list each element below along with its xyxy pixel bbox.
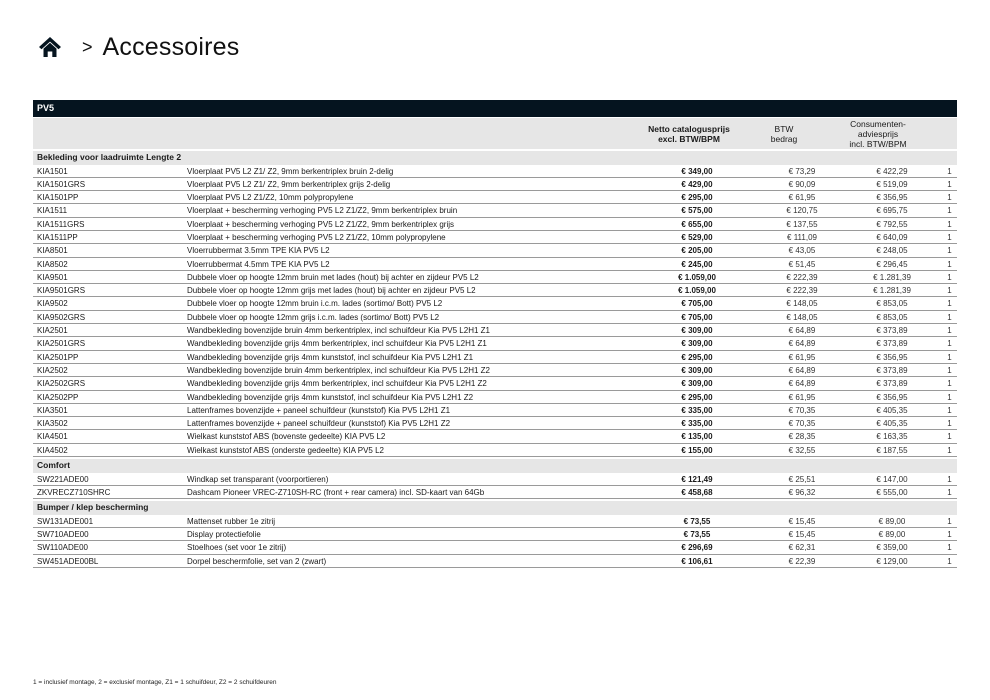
- btw-amount: € 222,39: [786, 272, 818, 282]
- btw-amount: € 64,89: [788, 365, 816, 375]
- description: Stoelhoes (set voor 1e zitrij): [187, 543, 287, 553]
- article-code: KIA8501: [37, 246, 68, 256]
- btw-amount: € 51,45: [788, 259, 816, 269]
- description: Wandbekleding bovenzijde grijs 4mm berkentriplex, incl schuifdeur Kia PV5 L2H1 Z2: [187, 379, 487, 389]
- montage-code: 1: [947, 326, 952, 336]
- montage-code: 1: [947, 339, 952, 349]
- btw-amount: € 73,29: [788, 166, 816, 176]
- montage-code: 1: [947, 166, 952, 176]
- page-title: Accessoires: [102, 32, 240, 61]
- btw-amount: € 148,05: [786, 299, 818, 309]
- montage-code: 1: [947, 379, 952, 389]
- consumer-price: € 373,89: [876, 379, 908, 389]
- cons-header-line1: Consumenten-: [850, 119, 906, 129]
- btw-amount: € 70,35: [788, 405, 816, 415]
- description: Lattenframes bovenzijde + paneel schuifdeur (kunststof) Kia PV5 L2H1 Z2: [187, 419, 451, 429]
- article-code: ZKVRECZ710SHRC: [37, 487, 111, 497]
- netto-price: € 106,61: [681, 556, 713, 566]
- table-row: [33, 555, 957, 568]
- btw-amount: € 25,51: [788, 474, 816, 484]
- montage-code: 1: [947, 392, 952, 402]
- article-code: KIA2501: [37, 326, 68, 336]
- column-header-btw: [739, 124, 829, 144]
- description: Mattenset rubber 1e zitrij: [187, 516, 276, 526]
- cons-header-line3: incl. BTW/BPM: [849, 139, 907, 149]
- table-row: [33, 391, 957, 404]
- btw-amount: € 222,39: [786, 286, 818, 296]
- btw-amount: € 61,95: [788, 352, 816, 362]
- netto-price: € 295,00: [681, 193, 713, 203]
- consumer-price: € 853,05: [876, 312, 908, 322]
- breadcrumb: [38, 30, 239, 64]
- btw-amount: € 62,31: [788, 543, 816, 553]
- montage-code: 1: [947, 232, 952, 242]
- consumer-price: € 792,55: [876, 219, 908, 229]
- netto-price: € 121,49: [681, 474, 713, 484]
- btw-amount: € 32,55: [788, 445, 816, 455]
- description: Vloerplaat + bescherming verhoging PV5 L2 Z1/Z2, 9mm berkentriplex bruin: [187, 206, 458, 216]
- description: Vloerplaat PV5 L2 Z1/ Z2, 9mm berkentriplex bruin 2-delig: [187, 166, 394, 176]
- article-code: KIA9502: [37, 299, 68, 309]
- consumer-price: € 422,29: [876, 166, 908, 176]
- description: Dorpel beschermfolie, set van 2 (zwart): [187, 556, 327, 566]
- btw-header-line1: BTW: [774, 124, 794, 134]
- table-row: [33, 364, 957, 377]
- description: Wielkast kunststof ABS (bovenste gedeelte) KIA PV5 L2: [187, 432, 386, 442]
- description: Dubbele vloer op hoogte 12mm grijs met lades (hout) bij achter en zijdeur PV5 L2: [187, 286, 476, 296]
- description: Lattenframes bovenzijde + paneel schuifdeur (kunststof) Kia PV5 L2H1 Z1: [187, 405, 451, 415]
- article-code: KIA2502PP: [37, 392, 79, 402]
- table-row: [33, 244, 957, 257]
- netto-price: € 135,00: [681, 432, 713, 442]
- description: Dubbele vloer op hoogte 12mm bruin met lades (hout) bij achter en zijdeur PV5 L2: [187, 272, 479, 282]
- netto-price: € 705,00: [681, 299, 713, 309]
- group-header: Bekleding voor laadruimte Lengte 2: [33, 151, 957, 165]
- table-body: [33, 151, 957, 568]
- article-code: KIA2501GRS: [37, 339, 86, 349]
- btw-amount: € 64,89: [788, 339, 816, 349]
- consumer-price: € 356,95: [876, 392, 908, 402]
- btw-amount: € 70,35: [788, 419, 816, 429]
- article-code: SW221ADE00: [37, 474, 89, 484]
- table-row: [33, 541, 957, 554]
- montage-code: 1: [947, 516, 952, 526]
- consumer-price: € 89,00: [878, 529, 906, 539]
- consumer-price: € 405,35: [876, 419, 908, 429]
- montage-code: 1: [947, 352, 952, 362]
- description: Vloerplaat + bescherming verhoging PV5 L2 Z1/Z2, 10mm polypropylene: [187, 232, 446, 242]
- article-code: KIA1511: [37, 206, 68, 216]
- montage-code: 1: [947, 556, 952, 566]
- montage-code: 1: [947, 193, 952, 203]
- netto-price: € 1.059,00: [678, 272, 716, 282]
- btw-amount: € 15,45: [788, 516, 816, 526]
- consumer-price: € 373,89: [876, 326, 908, 336]
- description: Vloerplaat PV5 L2 Z1/ Z2, 9mm berkentriplex grijs 2-delig: [187, 179, 391, 189]
- table-row: [33, 404, 957, 417]
- consumer-price: € 359,00: [876, 543, 908, 553]
- netto-price: € 655,00: [681, 219, 713, 229]
- article-code: KIA1511PP: [37, 232, 78, 242]
- breadcrumb-separator: >: [82, 36, 93, 57]
- netto-header-line1: Netto catalogusprijs: [648, 124, 730, 134]
- article-code: KIA1501: [37, 166, 68, 176]
- description: Vloerrubbermat 3.5mm TPE KIA PV5 L2: [187, 246, 330, 256]
- netto-price: € 705,00: [681, 312, 713, 322]
- netto-price: € 295,00: [681, 352, 713, 362]
- table-row: [33, 351, 957, 364]
- article-code: SW110ADE00: [37, 543, 88, 553]
- model-header: PV5: [33, 100, 957, 117]
- btw-header-line2: bedrag: [770, 134, 798, 144]
- description: Wandbekleding bovenzijde bruin 4mm berkentriplex, incl schuifdeur Kia PV5 L2H1 Z1: [187, 326, 490, 336]
- table-row: [33, 515, 957, 528]
- montage-code: 1: [947, 419, 952, 429]
- consumer-price: € 695,75: [876, 206, 908, 216]
- consumer-price: € 89,00: [878, 516, 906, 526]
- montage-code: 1: [947, 246, 952, 256]
- group-header: Comfort: [33, 459, 957, 473]
- netto-price: € 73,55: [683, 516, 711, 526]
- table-row: [33, 528, 957, 541]
- description: Vloerplaat + bescherming verhoging PV5 L2 Z1/Z2, 9mm berkentriplex grijs: [187, 219, 455, 229]
- consumer-price: € 248,05: [876, 246, 908, 256]
- consumer-price: € 296,45: [876, 259, 908, 269]
- netto-price: € 335,00: [681, 405, 713, 415]
- consumer-price: € 405,35: [876, 405, 908, 415]
- cons-header-line2: adviesprijs: [857, 129, 899, 139]
- montage-code: 1: [947, 474, 952, 484]
- table-row: [33, 218, 957, 231]
- table-row: [33, 417, 957, 430]
- montage-code: 1: [947, 259, 952, 269]
- description: Wandbekleding bovenzijde bruin 4mm berkentriplex, incl schuifdeur Kia PV5 L2H1 Z2: [187, 365, 490, 375]
- netto-price: € 309,00: [681, 339, 713, 349]
- btw-amount: € 28,35: [788, 432, 816, 442]
- footnote: 1 = inclusief montage, 2 = exclusief montage, Z1 = 1 schuifdeur, Z2 = 2 schuifdeuren: [33, 679, 277, 686]
- consumer-price: € 163,35: [876, 432, 908, 442]
- montage-code: 1: [947, 405, 952, 415]
- montage-code: 1: [947, 206, 952, 216]
- article-code: KIA9502GRS: [37, 312, 86, 322]
- consumer-price: € 373,89: [876, 365, 908, 375]
- montage-code: 1: [947, 312, 952, 322]
- group-header: Bumper / klep bescherming: [33, 501, 957, 515]
- netto-price: € 73,55: [683, 529, 711, 539]
- netto-price: € 245,00: [681, 259, 713, 269]
- netto-price: € 1.059,00: [678, 286, 716, 296]
- description: Dashcam Pioneer VREC-Z710SH-RC (front + rear camera) incl. SD-kaart van 64Gb: [187, 487, 485, 497]
- description: Vloerrubbermat 4.5mm TPE KIA PV5 L2: [187, 259, 330, 269]
- article-code: SW451ADE00BL: [37, 556, 99, 566]
- btw-amount: € 61,95: [788, 193, 816, 203]
- table-row: [33, 271, 957, 284]
- table-row: [33, 165, 957, 178]
- table-row: [33, 430, 957, 443]
- netto-price: € 155,00: [681, 445, 713, 455]
- netto-price: € 458,68: [681, 487, 713, 497]
- description: Dubbele vloer op hoogte 12mm bruin i.c.m. lades (sortimo/ Bott) PV5 L2: [187, 299, 443, 309]
- table-row: [33, 284, 957, 297]
- btw-amount: € 96,32: [788, 487, 816, 497]
- netto-price: € 575,00: [681, 206, 713, 216]
- netto-price: € 429,00: [681, 179, 713, 189]
- table-row: [33, 444, 957, 457]
- consumer-price: € 147,00: [876, 474, 908, 484]
- netto-price: € 309,00: [681, 365, 713, 375]
- netto-price: € 529,00: [681, 232, 713, 242]
- article-code: KIA4501: [37, 432, 68, 442]
- home-icon[interactable]: [38, 35, 62, 59]
- montage-code: 1: [947, 272, 952, 282]
- description: Vloerplaat PV5 L2 Z1/Z2, 10mm polypropylene: [187, 193, 354, 203]
- article-code: KIA9501: [37, 272, 68, 282]
- btw-amount: € 137,55: [786, 219, 818, 229]
- btw-amount: € 120,75: [786, 206, 818, 216]
- table-row: [33, 337, 957, 350]
- article-code: KIA1501GRS: [37, 179, 86, 189]
- consumer-price: € 555,00: [876, 487, 908, 497]
- netto-header-line2: excl. BTW/BPM: [658, 134, 720, 144]
- btw-amount: € 64,89: [788, 379, 816, 389]
- table-row: [33, 324, 957, 337]
- btw-amount: € 43,05: [788, 246, 816, 256]
- consumer-price: € 1.281,39: [873, 286, 911, 296]
- consumer-price: € 640,09: [876, 232, 908, 242]
- btw-amount: € 22,39: [788, 556, 816, 566]
- article-code: KIA3502: [37, 419, 68, 429]
- table-row: [33, 204, 957, 217]
- consumer-price: € 853,05: [876, 299, 908, 309]
- table-row: [33, 473, 957, 486]
- montage-code: 1: [947, 219, 952, 229]
- consumer-price: € 129,00: [876, 556, 908, 566]
- description: Wielkast kunststof ABS (onderste gedeelte) KIA PV5 L2: [187, 445, 384, 455]
- netto-price: € 349,00: [681, 166, 713, 176]
- article-code: KIA1501PP: [37, 193, 79, 203]
- article-code: KIA3501: [37, 405, 68, 415]
- table-row: [33, 297, 957, 310]
- column-headers: [33, 118, 957, 149]
- table-row: [33, 311, 957, 324]
- netto-price: € 309,00: [681, 379, 713, 389]
- column-header-consumentenprijs: [833, 119, 923, 149]
- btw-amount: € 61,95: [788, 392, 816, 402]
- montage-code: 1: [947, 299, 952, 309]
- btw-amount: € 148,05: [786, 312, 818, 322]
- btw-amount: € 64,89: [788, 326, 816, 336]
- consumer-price: € 356,95: [876, 352, 908, 362]
- article-code: KIA2502: [37, 365, 68, 375]
- consumer-price: € 1.281,39: [873, 272, 911, 282]
- btw-amount: € 90,09: [788, 179, 816, 189]
- article-code: KIA1511GRS: [37, 219, 85, 229]
- price-table: [33, 100, 957, 568]
- article-code: KIA4502: [37, 445, 68, 455]
- column-header-netto: [629, 124, 749, 144]
- montage-code: 1: [947, 487, 952, 497]
- netto-price: € 309,00: [681, 326, 713, 336]
- montage-code: 1: [947, 179, 952, 189]
- article-code: KIA8502: [37, 259, 68, 269]
- btw-amount: € 15,45: [788, 529, 816, 539]
- description: Wandbekleding bovenzijde grijs 4mm kunststof, incl schuifdeur Kia PV5 L2H1 Z1: [187, 352, 474, 362]
- table-row: [33, 191, 957, 204]
- article-code: SW131ADE001: [37, 516, 94, 526]
- netto-price: € 295,00: [681, 392, 713, 402]
- table-row: [33, 231, 957, 244]
- consumer-price: € 519,09: [876, 179, 908, 189]
- article-code: SW710ADE00: [37, 529, 89, 539]
- article-code: KIA2501PP: [37, 352, 79, 362]
- consumer-price: € 356,95: [876, 193, 908, 203]
- netto-price: € 205,00: [681, 246, 713, 256]
- table-row: [33, 258, 957, 271]
- description: Wandbekleding bovenzijde grijs 4mm kunststof, incl schuifdeur Kia PV5 L2H1 Z2: [187, 392, 474, 402]
- table-row: [33, 178, 957, 191]
- montage-code: 1: [947, 365, 952, 375]
- description: Display protectiefolie: [187, 529, 261, 539]
- montage-code: 1: [947, 445, 952, 455]
- table-row: [33, 486, 957, 499]
- montage-code: 1: [947, 529, 952, 539]
- netto-price: € 296,69: [681, 543, 713, 553]
- btw-amount: € 111,09: [787, 232, 817, 242]
- netto-price: € 335,00: [681, 419, 713, 429]
- montage-code: 1: [947, 543, 952, 553]
- consumer-price: € 187,55: [876, 445, 908, 455]
- consumer-price: € 373,89: [876, 339, 908, 349]
- montage-code: 1: [947, 432, 952, 442]
- description: Windkap set transparant (voorportieren): [187, 474, 329, 484]
- table-row: [33, 377, 957, 390]
- description: Wandbekleding bovenzijde grijs 4mm berkentriplex, incl schuifdeur Kia PV5 L2H1 Z1: [187, 339, 487, 349]
- montage-code: 1: [947, 286, 952, 296]
- article-code: KIA2502GRS: [37, 379, 86, 389]
- article-code: KIA9501GRS: [37, 286, 86, 296]
- description: Dubbele vloer op hoogte 12mm grijs i.c.m. lades (sortimo/ Bott) PV5 L2: [187, 312, 440, 322]
